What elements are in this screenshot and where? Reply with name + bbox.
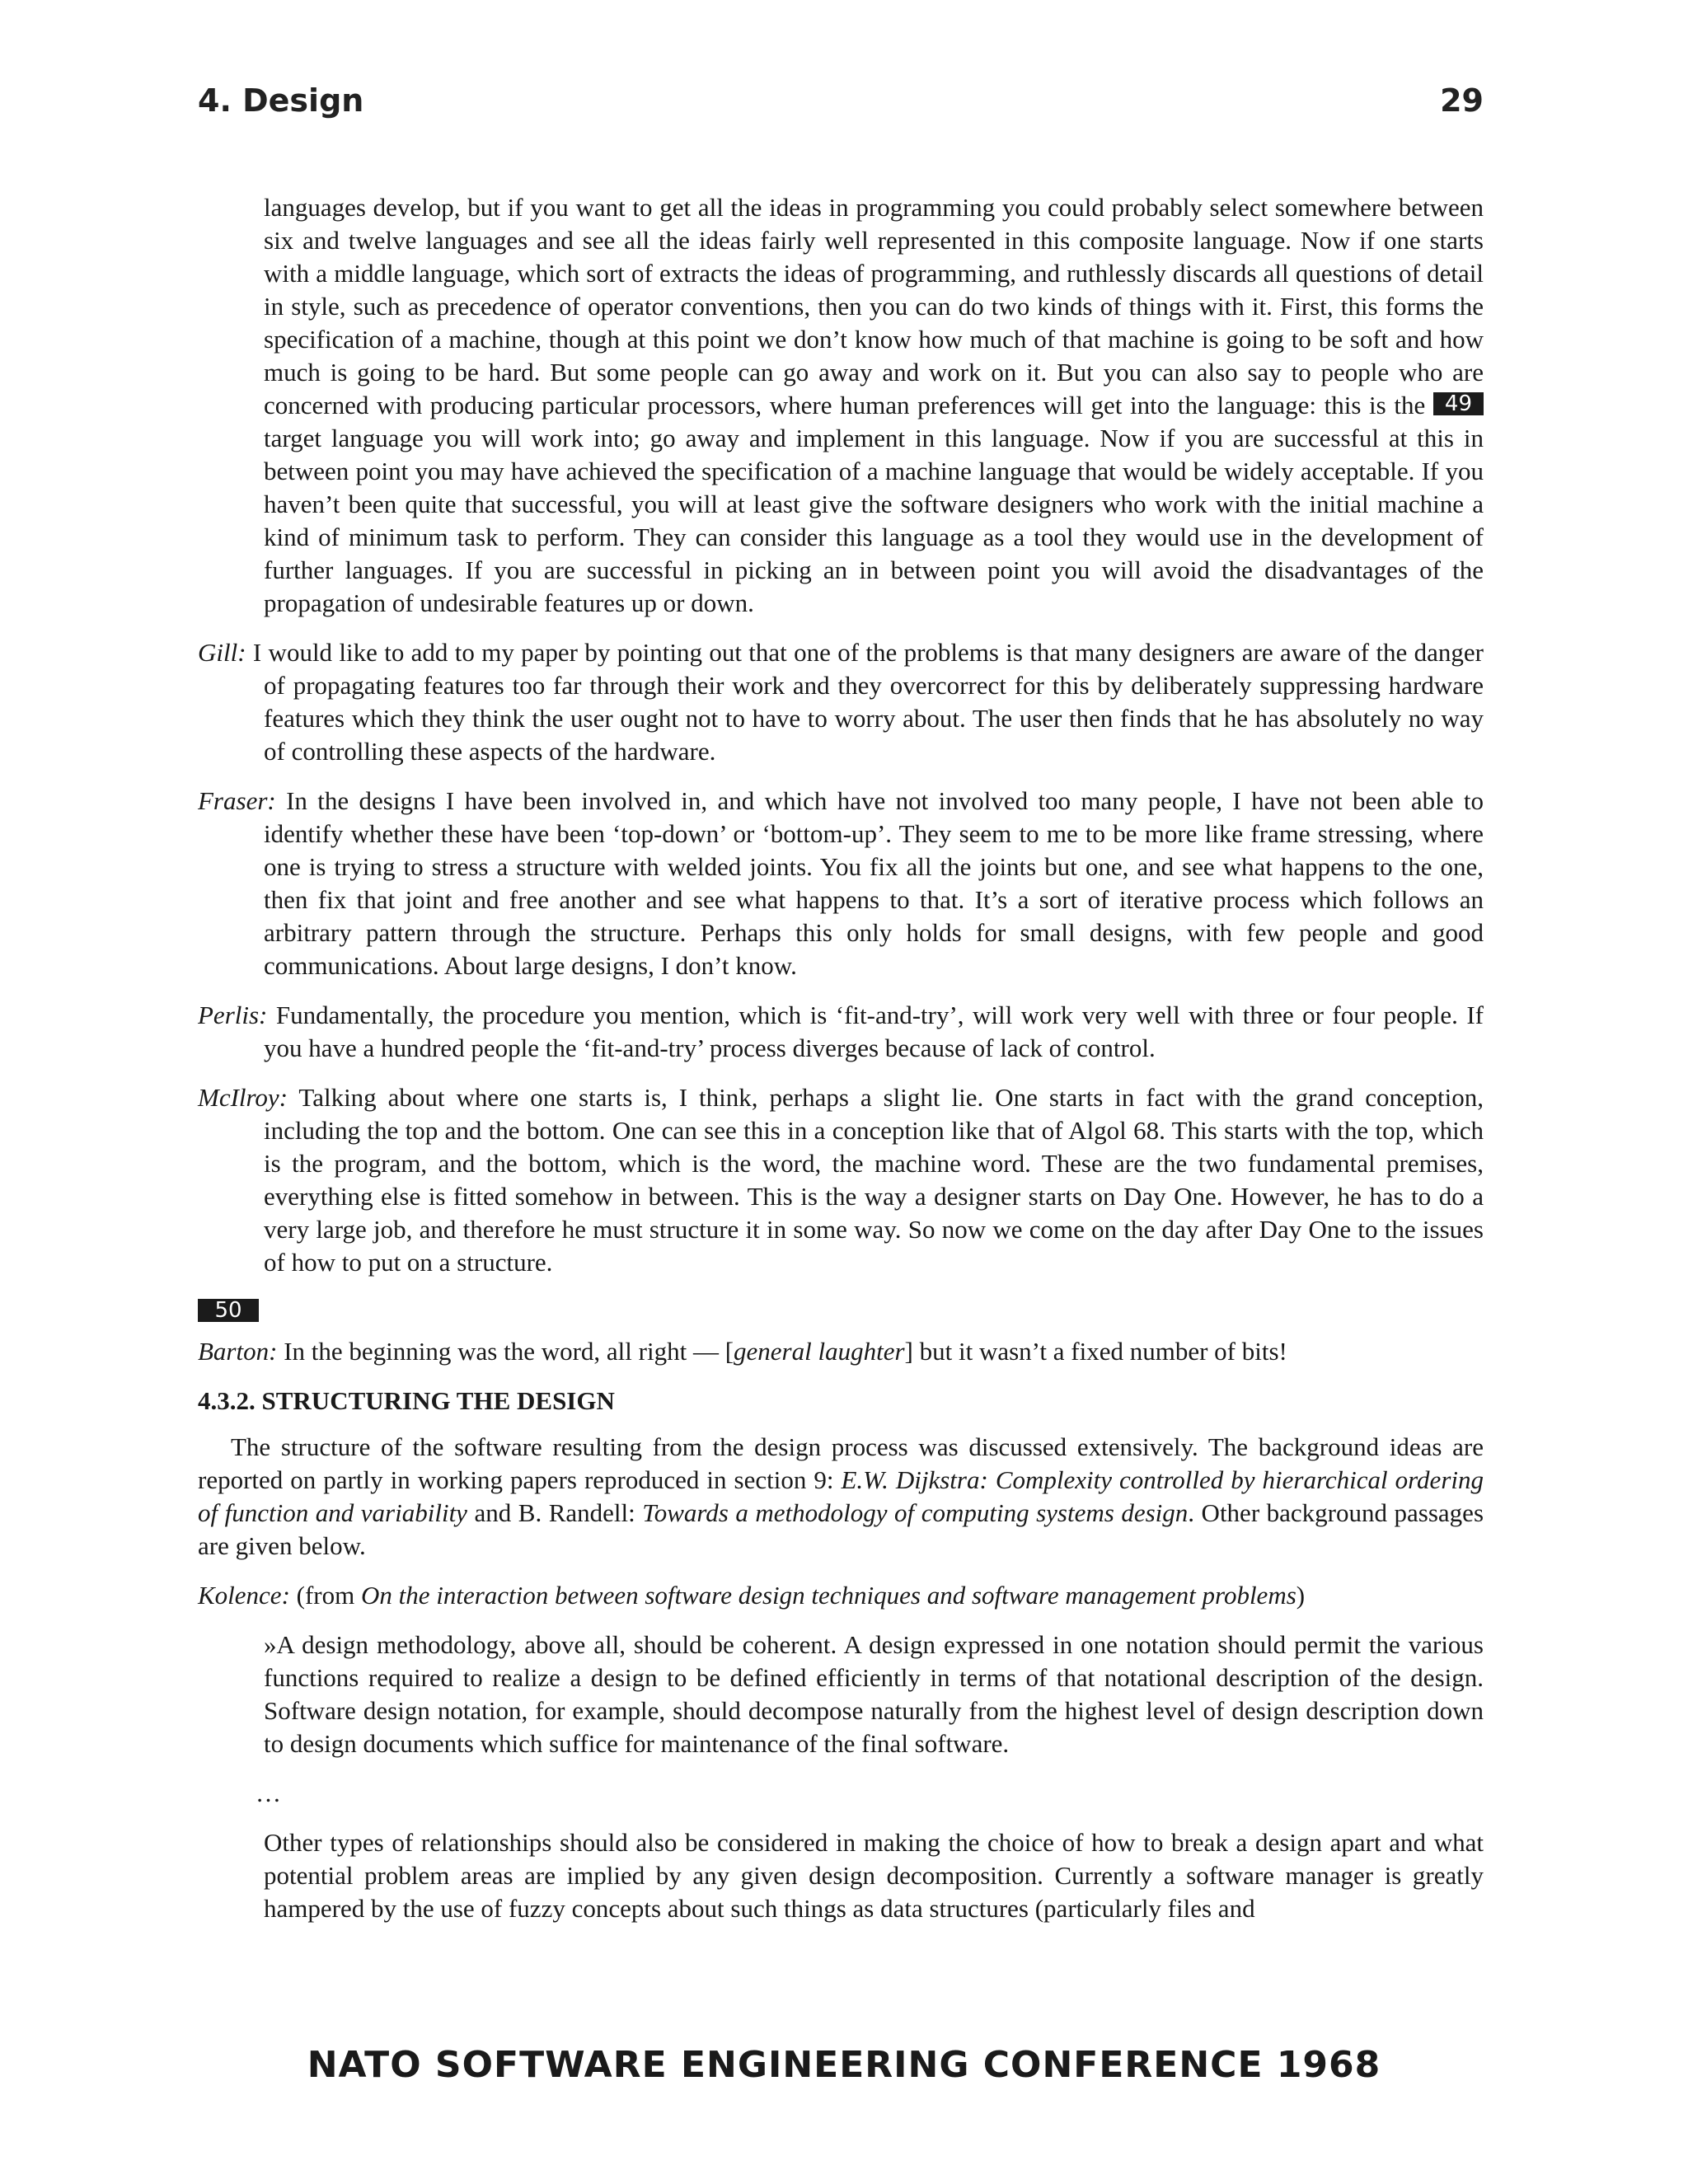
body-text-b: and B. Randell: [467, 1498, 643, 1527]
footer-title: NATO SOFTWARE ENGINEERING CONFERENCE 1968 [307, 2044, 1381, 2086]
dijkstra-reference: E.W. Dijkstra: Complexity controlled by hierarchical ordering of function and variability [198, 1465, 1484, 1527]
quote-ellipsis: … [256, 1779, 281, 1807]
opening-text-a: languages develop, but if you want to get all the ideas in programming you could probably select somewhere between six and twelve languages and see all the ideas fairly well represented in this composite language. Now if one starts with a middle language, which sort of extracts the ideas of programming, and ruthlessly discards all questions of detail in style, such as precedence of operator conventions, then you can do two kinds of things with it. First, this forms the specification of a machine, though at this point we don’t know how much of that machine is going to be soft and how much is going to be hard. But some people can go away and work on it. But you can also say to people who are concerned with producing particular processors, where human preferences will get into the language: this is the [264, 193, 1484, 419]
body-text-c: . Other background passages are given below. [198, 1498, 1484, 1560]
page-marker-50: 50 [198, 1299, 259, 1322]
perlis-remark [198, 999, 1484, 1065]
kolence-intro [198, 1579, 1484, 1612]
speaker-fraser: Fraser: [198, 786, 276, 815]
speaker-kolence: Kolence: [198, 1581, 290, 1610]
fraser-text: In the designs I have been involved in, and which have not involved too many people, I have not been able to identify whether these have been ‘top-down’ or ‘bottom-up’. They seem to me to be more like frame stressing, where one is trying to stress a structure with welded joints. You fix all the joints but one, and see what happens to the one, then fix that joint and free another and see what happens to that. It’s a sort of iterative process which follows an arbitrary pattern through the structure. Perhaps this only holds for small designs, with few people and good communications. About large designs, I don’t know. [264, 786, 1484, 980]
fraser-remark [198, 785, 1484, 982]
kolence-quote-1: »A design methodology, above all, should be coherent. A design expressed in one notation should permit the various functions required to realize a design to be defined efficiently in terms of that notational description of the design. Software design notation, for example, should decompose naturally from the highest level of design description down to design documents which suffice for maintenance of the final software. [264, 1630, 1484, 1758]
speaker-perlis: Perlis: [198, 1001, 268, 1029]
kolence-quote-2: Other types of relationships should also be considered in making the choice of how to break a design apart and what potential problem areas are implied by any given design decomposition. Currently a software manager is greatly hampered by the use of fuzzy concepts about such things as data structures (particularly files and [264, 1828, 1484, 1923]
speaker-barton: Barton: [198, 1337, 278, 1366]
page-marker-49: 49 [1433, 392, 1484, 415]
gill-text: I would like to add to my paper by pointing out that one of the problems is that many designers are aware of the danger of propagating features too far through their work and they overcorrect for this by deliberately suppressing hardware features which they think the user ought not to have to worry about. The user then finds that he has absolutely no way of controlling these aspects of the hardware. [246, 638, 1484, 766]
speaker-gill: Gill: [198, 638, 246, 667]
page-content [198, 191, 1484, 1942]
page-number: 29 [1440, 82, 1484, 119]
perlis-text: Fundamentally, the procedure you mention, which is ‘fit-and-try’, will work very well with three or four people. If you have a hundred people the ‘fit-and-try’ process diverges because of lack of control. [264, 1001, 1484, 1062]
randell-reference: Towards a methodology of computing systems design [642, 1498, 1189, 1527]
gill-remark [198, 636, 1484, 768]
chapter-title: 4. Design [198, 82, 364, 119]
barton-text-a: In the beginning was the word, all right — [ [277, 1337, 734, 1366]
running-head [198, 77, 1484, 124]
opening-paragraph [198, 191, 1484, 620]
mcilroy-remark [198, 1081, 1484, 1279]
kolence-text-b: ) [1296, 1581, 1306, 1610]
mcilroy-text: Talking about where one starts is, I think, perhaps a slight lie. One starts in fact with the grand conception, including the top and the bottom. One can see this in a conception like that of Algol 68. This starts with the top, which is the program, and the bottom, which is the word, the machine word. These are the two fundamental premises, everything else is fitted somehow in between. This is the way a designer starts on Day One. However, he has to do a very large job, and therefore he must structure it in some way. So now we come on the day after Day One to the issues of how to put on a structure. [264, 1083, 1484, 1277]
section-heading: 4.3.2. STRUCTURING THE DESIGN [198, 1386, 615, 1415]
barton-text-b: ] but it wasn’t a fixed number of bits! [904, 1337, 1287, 1366]
barton-remark [198, 1335, 1484, 1368]
kolence-paper-title: On the interaction between software design techniques and software management problems [360, 1581, 1296, 1610]
page-marker-50-row [198, 1296, 1484, 1323]
kolence-text-a: (from [289, 1581, 361, 1610]
speaker-mcilroy: McIlroy: [198, 1083, 288, 1112]
section-body [198, 1431, 1484, 1563]
opening-text-b: target language you will work into; go away and implement in this language. Now if you are successful at this in between point you may have achieved the specification of a machine language that would be widely acceptable. If you haven’t been quite that successful, you will at least give the software designers who work with the initial machine a kind of minimum task to perform. They can consider this language as a tool they would use in the development of further languages. If you are successful in picking an in between point you will avoid the disadvantages of the propagation of undesirable features up or down. [264, 424, 1484, 617]
body-text-a: The structure of the software resulting from the design process was discussed extensively. The background ideas are reported on partly in working papers reproduced in section 9: [198, 1432, 1484, 1494]
barton-italic: general laughter [734, 1337, 905, 1366]
